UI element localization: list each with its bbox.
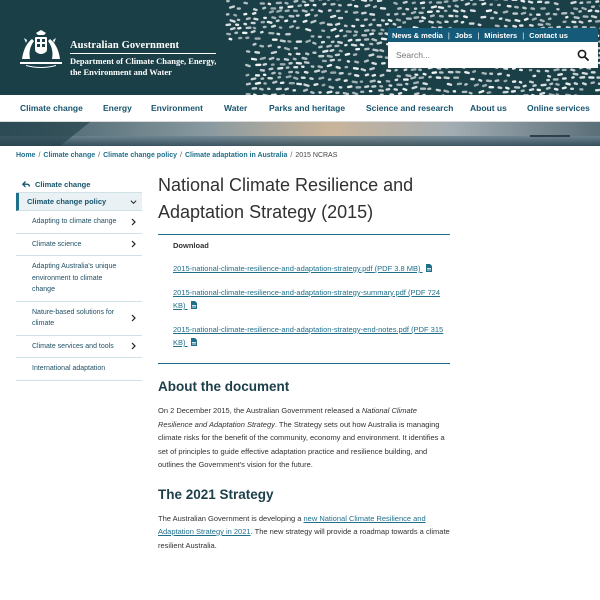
title-divider xyxy=(70,53,216,54)
nav-science-research[interactable]: Science and research xyxy=(366,103,454,113)
sidebar-item-label: Adapting to climate change xyxy=(32,218,117,225)
nav-online-services[interactable]: Online services xyxy=(527,103,590,113)
download-link-summary[interactable] xyxy=(173,286,450,312)
chevron-right-icon[interactable] xyxy=(130,342,137,350)
main-content xyxy=(158,172,450,552)
download-filename: 2015-national-climate-resilience-and-adaptation-strategy.pdf xyxy=(173,264,373,273)
breadcrumb-separator: / xyxy=(98,152,101,159)
download-meta: (PDF 724 KB) xyxy=(173,288,441,310)
strategy-text-start: The Australian Government is developing a xyxy=(158,513,304,523)
pdf-file-icon xyxy=(426,264,432,272)
back-arrow-icon xyxy=(22,181,30,188)
nav-water[interactable]: Water xyxy=(224,103,248,113)
utility-separator: | xyxy=(477,30,480,40)
utility-link-news[interactable]: News & media xyxy=(392,30,443,40)
download-link-end-notes[interactable] xyxy=(173,323,450,349)
sidebar-parent-link[interactable] xyxy=(16,176,142,193)
strategy-title-italic: National Climate Resilience and Adaptation Strategy xyxy=(158,406,417,429)
department-name[interactable] xyxy=(70,56,230,78)
nav-environment[interactable]: Environment xyxy=(151,103,203,113)
utility-link-ministers[interactable]: Ministers xyxy=(484,30,518,40)
download-panel xyxy=(158,234,450,364)
chevron-right-icon[interactable] xyxy=(130,218,137,226)
chevron-right-icon[interactable] xyxy=(130,240,137,248)
department-name-line1: Department of Climate Change, Energy, xyxy=(70,56,217,66)
government-title: Australian Government xyxy=(70,40,180,51)
sidebar-item-label: Adapting Australia's unique environment to climate change xyxy=(32,263,117,293)
strategy-2021-paragraph xyxy=(158,512,450,553)
sidebar-active-label: Climate change policy xyxy=(27,197,107,206)
breadcrumb-climate-adaptation[interactable]: Climate adaptation in Australia xyxy=(184,152,288,159)
sidebar-item-label: Climate services and tools xyxy=(32,342,114,350)
utility-separator: | xyxy=(447,30,450,40)
utility-link-contact[interactable]: Contact us xyxy=(529,30,568,40)
sidebar-item-adapting[interactable] xyxy=(16,211,142,234)
breadcrumb xyxy=(16,152,337,159)
breadcrumb-climate-policy[interactable]: Climate change policy xyxy=(103,152,178,159)
sidebar-item-international[interactable] xyxy=(16,358,142,381)
nav-climate-change[interactable]: Climate change xyxy=(20,103,83,113)
breadcrumb-current: 2015 NCRAS xyxy=(295,152,338,159)
sidebar-item-label: International adaptation xyxy=(32,365,106,372)
sidebar-item-label: Nature-based solutions for climate xyxy=(32,308,115,327)
download-link-strategy[interactable] xyxy=(173,262,450,275)
sidebar-item-label: Climate science xyxy=(32,240,82,248)
nav-about-us[interactable]: About us xyxy=(470,103,507,113)
new-strategy-link[interactable]: new National Climate Resilience and Adaptation Strategy in 2021 xyxy=(158,513,426,536)
pdf-file-icon xyxy=(191,301,197,309)
chevron-right-icon[interactable] xyxy=(130,314,137,322)
main-navigation xyxy=(0,95,600,122)
sidebar-navigation xyxy=(16,176,142,381)
search-form xyxy=(388,42,598,68)
site-header xyxy=(0,0,600,95)
about-text-start: On 2 December 2015, the Australian Government released a xyxy=(158,406,362,415)
page-title: National Climate Resilience and Adaptation Strategy (2015) xyxy=(158,175,414,222)
utility-separator: | xyxy=(522,30,525,40)
search-button[interactable] xyxy=(576,48,590,62)
nav-parks-heritage[interactable]: Parks and heritage xyxy=(269,103,346,113)
download-meta: (PDF 315 KB) xyxy=(173,325,444,347)
coat-of-arms-icon[interactable] xyxy=(16,29,66,69)
search-icon xyxy=(577,49,589,61)
about-paragraph xyxy=(158,404,450,472)
chevron-down-icon[interactable] xyxy=(130,198,137,206)
breadcrumb-separator: / xyxy=(180,152,182,159)
strategy-text-end: . The new strategy will provide a roadmap towards a climate resilient Australia. xyxy=(158,527,450,550)
about-heading: About the document xyxy=(158,379,290,394)
download-heading: Download xyxy=(173,241,209,250)
sidebar-item-nature-based[interactable] xyxy=(16,302,142,336)
nav-energy[interactable]: Energy xyxy=(103,103,132,113)
about-text-end: . The Strategy sets out how Australia is managing climate risks for the benefit of the community, economy and environment. It identifies a set of principles to guide effective adaptation practice and resilience building, and outlines the Government's vision for the future. xyxy=(158,419,445,469)
download-meta: (PDF 3.8 MB) xyxy=(374,264,421,273)
sidebar-parent-label: Climate change xyxy=(35,179,91,189)
download-filename: 2015-national-climate-resilience-and-adaptation-strategy-summary.pdf xyxy=(173,288,406,297)
strategy-2021-heading: The 2021 Strategy xyxy=(158,486,274,502)
sidebar-item-unique-environment[interactable] xyxy=(16,256,142,302)
utility-links xyxy=(388,28,598,42)
sidebar-item-climate-policy[interactable] xyxy=(16,193,142,211)
breadcrumb-climate-change[interactable]: Climate change xyxy=(43,152,96,159)
pdf-file-icon xyxy=(191,338,197,346)
utility-link-jobs[interactable]: Jobs xyxy=(454,30,473,40)
sidebar-item-climate-services[interactable] xyxy=(16,336,142,359)
search-input[interactable] xyxy=(396,50,576,60)
banner-image xyxy=(0,122,600,146)
download-filename: 2015-national-climate-resilience-and-adaptation-strategy-end-notes.pdf xyxy=(173,325,409,334)
breadcrumb-separator: / xyxy=(38,152,41,159)
sidebar-item-climate-science[interactable] xyxy=(16,234,142,257)
breadcrumb-separator: / xyxy=(290,152,293,159)
breadcrumb-home[interactable]: Home xyxy=(16,152,36,159)
department-name-line2: the Environment and Water xyxy=(70,67,172,77)
